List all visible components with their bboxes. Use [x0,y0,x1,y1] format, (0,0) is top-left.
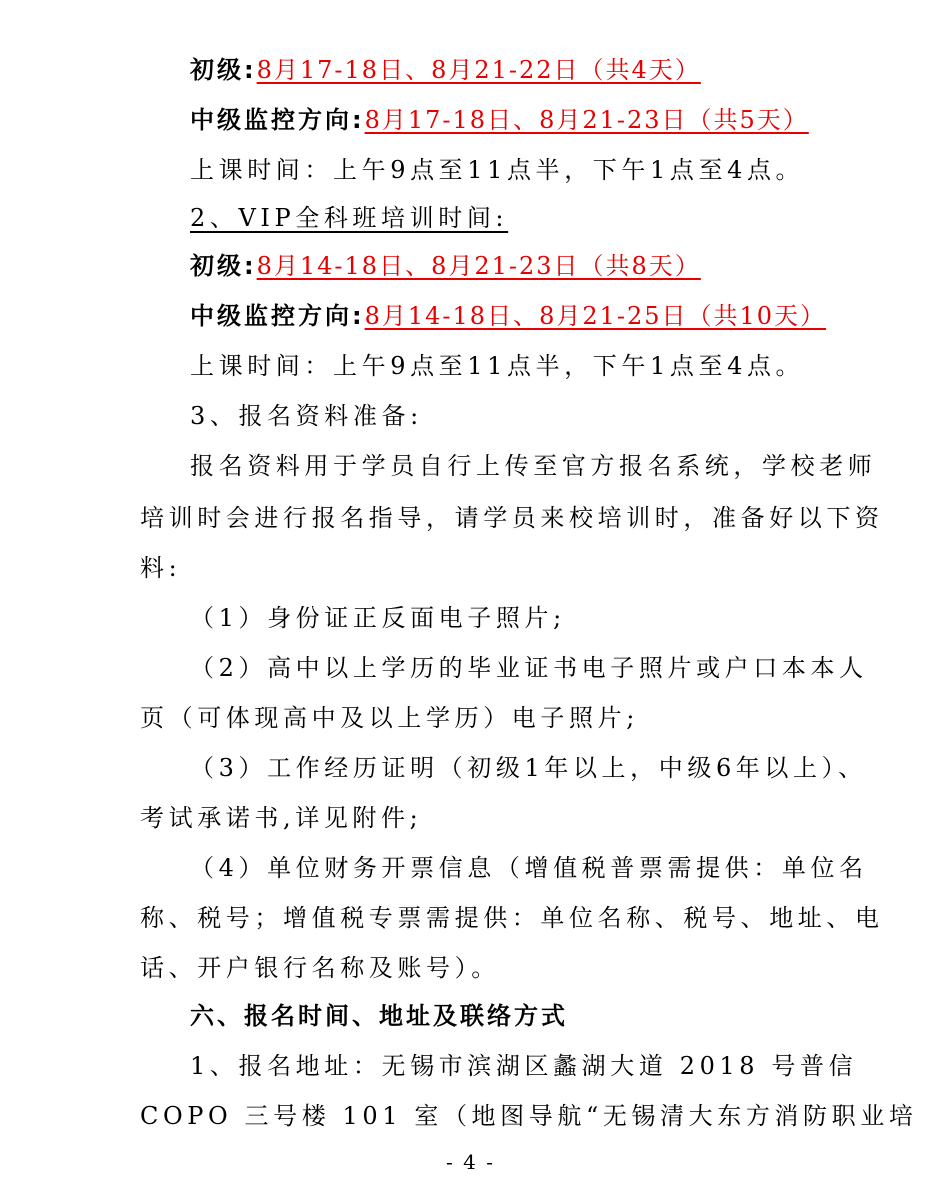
level-primary-schedule-2 [190,250,701,282]
list-item: （1）身份证正反面电子照片; [190,604,566,632]
paragraph-line: 培训时会进行报名指导，请学员来校培训时，准备好以下资 [140,504,884,532]
paragraph-line: 报名资料用于学员自行上传至官方报名系统，学校老师 [190,452,877,480]
vip-training-time-heading: 2、VIP全科班培训时间: [190,204,509,232]
date-range-highlight: 8月17-18日、8月21-22日（共4天） [256,56,701,84]
class-time-2: 上课时间：上午9点至11点半，下午1点至4点。 [190,352,805,380]
paragraph-line: 料: [140,554,182,582]
section-heading-registration: 六、报名时间、地址及联络方式 [190,1002,568,1030]
date-range-highlight: 8月14-18日、8月21-23日（共8天） [256,252,701,280]
date-range-highlight: 8月17-18日、8月21-23日（共5天） [364,106,809,134]
level-label: 初级: [190,56,257,84]
list-item: （3）工作经历证明（初级1年以上，中级6年以上）、 [190,754,867,782]
level-primary-schedule-1 [190,54,701,86]
list-item-continuation: 页（可体现高中及以上学历）电子照片; [140,704,639,732]
class-time-1: 上课时间：上午9点至11点半，下午1点至4点。 [190,156,805,184]
list-item-continuation: 称、税号；增值税专票需提供：单位名称、税号、地址、电 [140,904,884,932]
section-heading-materials: 3、报名资料准备: [190,402,423,430]
level-intermediate-schedule-1 [190,104,809,136]
level-label: 中级监控方向: [190,302,365,330]
page-number: - 4 - [446,1150,495,1174]
list-item: （2）高中以上学历的毕业证书电子照片或户口本本人 [190,654,868,682]
list-item-continuation: 考试承诺书,详见附件; [140,804,423,832]
address-line: COPO 三号楼 101 室（地图导航“无锡清大东方消防职业培 [140,1102,918,1130]
level-label: 中级监控方向: [190,106,365,134]
level-intermediate-schedule-2 [190,300,826,332]
level-label: 初级: [190,252,257,280]
list-item-continuation: 话、开户银行名称及账号）。 [140,954,500,982]
address-line: 1、报名地址：无锡市滨湖区蠡湖大道 2018 号普信 [190,1052,858,1080]
list-item: （4）单位财务开票信息（增值税普票需提供：单位名 [190,854,868,882]
date-range-highlight: 8月14-18日、8月21-25日（共10天） [364,302,827,330]
